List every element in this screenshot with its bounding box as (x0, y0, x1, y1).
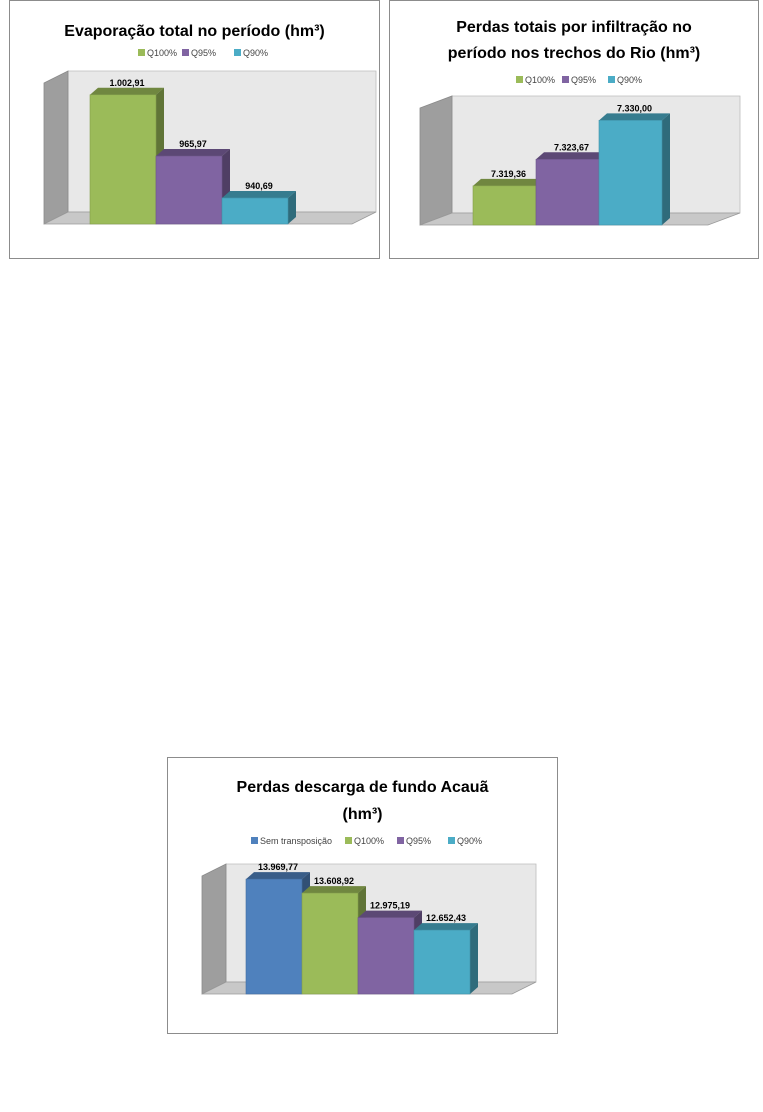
bar-top (222, 191, 296, 198)
bar-top (90, 88, 164, 95)
bar-top (156, 149, 230, 156)
chart-title-line: Perdas totais por infiltração no (456, 19, 692, 36)
legend-label: Q95% (571, 75, 597, 85)
chart-descarga-acaua (167, 757, 558, 1034)
legend-swatch (138, 49, 145, 56)
bar (599, 120, 662, 225)
data-label: 1.002,91 (109, 77, 145, 88)
bar (414, 930, 470, 994)
chart-title (64, 23, 324, 40)
data-label: 12.975,19 (369, 900, 411, 911)
bar-top (246, 872, 310, 879)
legend-swatch (516, 76, 523, 83)
legend-swatch (608, 76, 615, 83)
legend-label: Q95% (406, 836, 432, 846)
legend-swatch (234, 49, 241, 56)
bar-side (470, 923, 478, 994)
legend-label: Q90% (617, 75, 643, 85)
legend-swatch (251, 837, 258, 844)
bar-top (473, 179, 544, 186)
legend-label: Q100% (354, 836, 385, 846)
legend-label: Q90% (243, 48, 269, 58)
bar (156, 156, 222, 224)
data-label: 940,69 (245, 180, 273, 191)
data-label: 7.319,36 (490, 168, 527, 179)
bar (246, 879, 302, 994)
chart-title-line: (hm³) (342, 806, 383, 823)
legend-label: Q100% (525, 75, 556, 85)
data-label: 12.652,43 (425, 913, 467, 924)
data-label: 7.330,00 (616, 103, 653, 114)
side-wall (202, 864, 226, 994)
data-label: 13.969,77 (257, 862, 299, 873)
side-wall (44, 71, 68, 224)
chart-title-line: período nos trechos do Rio (hm³) (447, 45, 701, 62)
legend-label: Q95% (191, 48, 217, 58)
legend-swatch (182, 49, 189, 56)
bar-top (414, 923, 478, 930)
bar-side (662, 113, 670, 225)
chart-infiltracao-svg (390, 1, 758, 258)
legend-swatch (345, 837, 352, 844)
bar (358, 918, 414, 994)
legend-swatch (397, 837, 404, 844)
bar (536, 159, 599, 225)
bar (222, 198, 288, 224)
bar (302, 893, 358, 994)
legend-swatch (562, 76, 569, 83)
bar (473, 186, 536, 225)
legend-label: Q100% (147, 48, 178, 58)
bar (90, 95, 156, 224)
data-label: 13.608,92 (313, 876, 355, 887)
side-wall (420, 96, 452, 225)
bar-top (358, 911, 422, 918)
bar-top (536, 152, 607, 159)
bar-top (302, 886, 366, 893)
data-label: 7.323,67 (553, 142, 590, 153)
chart-descarga-acaua-svg (168, 758, 557, 1033)
bar-top (599, 113, 670, 120)
chart-title-line: Evaporação total no período (hm³) (64, 23, 325, 40)
legend-label: Q90% (457, 836, 483, 846)
data-label: 965,97 (179, 139, 207, 150)
chart-title (448, 19, 700, 62)
chart-title (237, 779, 489, 823)
chart-title-line: Perdas descarga de fundo Acauã (236, 779, 489, 796)
legend-swatch (448, 837, 455, 844)
chart-evaporacao-svg (10, 1, 379, 258)
legend-label: Sem transposição (260, 836, 333, 846)
chart-evaporacao (9, 0, 380, 259)
chart-infiltracao (389, 0, 759, 259)
